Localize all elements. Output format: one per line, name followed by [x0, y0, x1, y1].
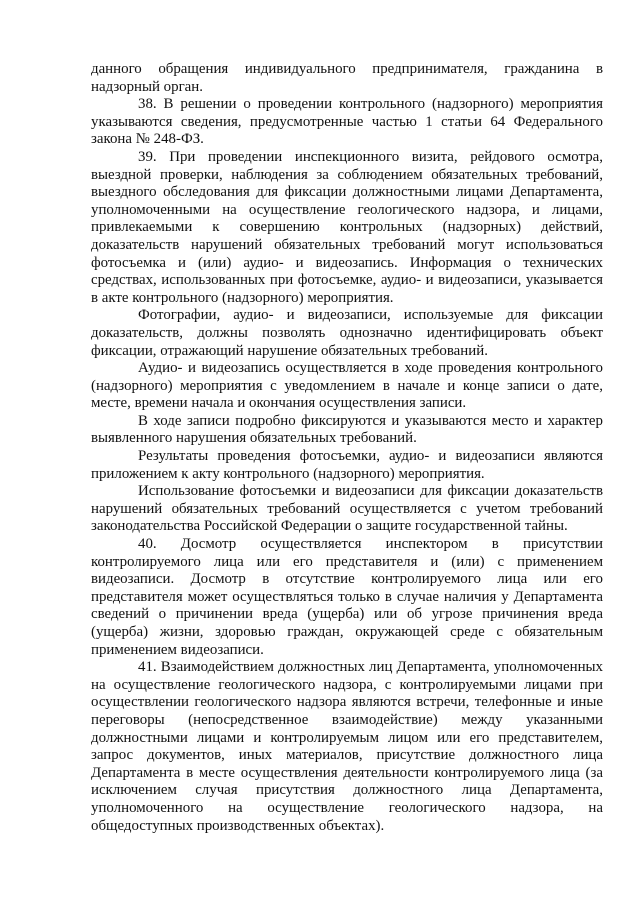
- paragraph-results: Результаты проведения фотосъемки, аудио- и видеозаписи являются приложением к акту контрольного (надзорного) мероприятия.: [91, 448, 603, 482]
- paragraph-40: 40. Досмотр осуществляется инспектором в присутствии контролируемого лица или его представителя и (или) с применением видеозаписи. Досмотр в отсутствие контролируемого лица или его представителя может осуществляться только в случае наличия у Департамента сведений о причинении вреда (ущерба) или об угрозе причинения вреда (ущерба) жизни, здоровью граждан, окружающей среде с обязательным применением видеозаписи.: [91, 536, 603, 658]
- paragraph-39: 39. При проведении инспекционного визита, рейдового осмотра, выездной проверки, наблюдения за соблюдением обязательных требований, выездного обследования для фиксации должностными лицами Департамента, уполномоченными на осуществление геологического надзора, и лицами, привлекаемыми к совершению контрольных (надзорных) действий, доказательств нарушений обязательных требований могут использоваться фотосъемка и (или) аудио- и видеозапись. Информация о технических средствах, использованных при фотосъемке, аудио- и видеозаписи, указывается в акте контрольного (надзорного) мероприятия.: [91, 148, 603, 306]
- paragraph-photos: Фотографии, аудио- и видеозаписи, используемые для фиксации доказательств, должны позволять однозначно идентифицировать объект фиксации, отражающий нарушение обязательных требований.: [91, 307, 603, 359]
- paragraph-continuation: данного обращения индивидуального предпринимателя, гражданина в надзорный орган.: [91, 61, 603, 95]
- document-page: [91, 61, 603, 835]
- paragraph-record-details: В ходе записи подробно фиксируются и указываются место и характер выявленного нарушения обязательных требований.: [91, 412, 603, 447]
- paragraph-state-secret: Использование фотосъемки и видеозаписи для фиксации доказательств нарушений обязательных требований осуществляется с учетом требований законодательства Российской Федерации о защите государственной тайны.: [91, 483, 603, 535]
- paragraph-38: 38. В решении о проведении контрольного (надзорного) мероприятия указываются сведения, предусмотренные частью 1 статьи 64 Федерального закона № 248-ФЗ.: [91, 96, 603, 148]
- paragraph-41: 41. Взаимодействием должностных лиц Департамента, уполномоченных на осуществление геологического надзора, с контролируемыми лицами при осуществлении геологического надзора являются встречи, телефонные и иные переговоры (непосредственное взаимодействие) между указанными должностными лицами и контролируемым лицом или его представителем, запрос документов, иных материалов, присутствие должностного лица Департамента в месте осуществления деятельности контролируемого лица (за исключением случая присутствия должностного лица Департамента, уполномоченного на осуществление геологического надзора, на общедоступных производственных объектах).: [91, 659, 603, 834]
- paragraph-recording: Аудио- и видеозапись осуществляется в ходе проведения контрольного (надзорного) мероприятия с уведомлением в начале и конце записи о дате, месте, времени начала и окончания осуществления записи.: [91, 360, 603, 412]
